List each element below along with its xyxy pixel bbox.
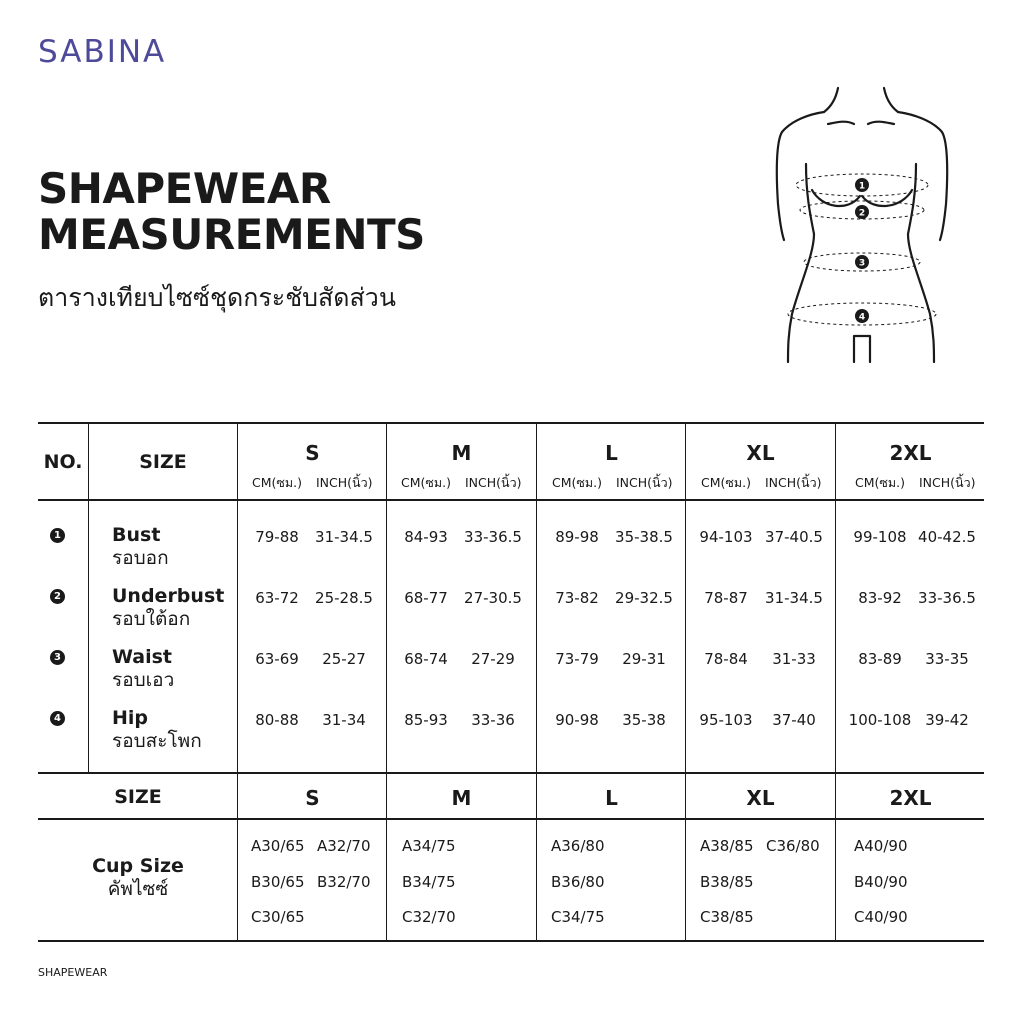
unit-inch-2xl: INCH(นิ้ว) [919,475,976,490]
table-cell: 78-84 [704,650,748,668]
table-mid-rule [38,772,984,774]
table-cell: 90-98 [555,711,599,729]
col-divider-s [386,423,387,941]
row-label-en: Underbust [112,585,225,607]
cup-header-rule [38,818,984,820]
cup-cell: A30/65 [251,837,305,855]
cup-cell: B40/90 [854,873,908,891]
table-cell: 73-82 [555,589,599,607]
table-cell: 95-103 [699,711,753,729]
cup-cell: A38/85 [700,837,754,855]
row-label-th: รอบสะโพก [112,730,202,752]
row-number-badge: 3 [50,650,65,665]
col-divider-m [536,423,537,941]
torso-right-line [908,164,934,362]
cup-size-label-en: Cup Size [92,855,184,877]
table-cell: 40-42.5 [918,528,976,546]
marker-3-text: 3 [858,258,866,269]
unit-inch-m: INCH(นิ้ว) [465,475,522,490]
table-cell: 27-30.5 [464,589,522,607]
cup-size-header-l: L [605,786,618,810]
size-header-xl: XL [746,441,775,465]
marker-4-text: 4 [858,312,866,323]
size-header-l: L [605,441,618,465]
table-cell: 63-72 [255,589,299,607]
col-divider-xl [835,423,836,941]
table-cell: 73-79 [555,650,599,668]
row-label-th: รอบใต้อก [112,608,191,630]
table-cell: 100-108 [848,711,912,729]
unit-cm-2xl: CM(ซม.) [855,475,905,490]
cup-cell: B36/80 [551,873,605,891]
table-bottom-rule [38,940,984,942]
title-line-1: SHAPEWEAR [38,164,331,213]
table-cell: 83-89 [858,650,902,668]
row-label-bust [112,524,169,570]
header-no: NO. [43,451,83,473]
table-cell: 37-40 [772,711,816,729]
table-cell: 83-92 [858,589,902,607]
cup-cell: C36/80 [766,837,820,855]
table-cell: 35-38 [622,711,666,729]
cup-cell: B32/70 [317,873,371,891]
left-cup-line [812,190,860,206]
cup-cell: C34/75 [551,908,605,926]
table-cell: 99-108 [853,528,907,546]
row-number-badge: 1 [50,528,65,543]
cup-cell: C38/85 [700,908,754,926]
size-header-m: M [451,441,472,465]
table-cell: 31-34.5 [315,528,373,546]
right-arm-line [898,112,947,240]
row-label-waist [112,646,174,692]
table-cell: 25-27 [322,650,366,668]
row-label-en: Bust [112,524,161,546]
right-clavicle [868,122,894,124]
cup-cell: A40/90 [854,837,908,855]
row-label-th: รอบเอว [112,669,175,691]
unit-inch-l: INCH(นิ้ว) [616,475,673,490]
cup-cell: B34/75 [402,873,456,891]
table-cell: 68-77 [404,589,448,607]
row-number-badge: 4 [50,711,65,726]
page-title [38,166,425,258]
cup-cell: A36/80 [551,837,605,855]
brand-logo: SABINA [38,34,167,70]
leg-gap [854,336,870,362]
unit-cm-xl: CM(ซม.) [701,475,751,490]
cup-cell: C30/65 [251,908,305,926]
table-cell: 37-40.5 [765,528,823,546]
table-cell: 31-33 [772,650,816,668]
cup-header-size: SIZE [114,786,162,808]
cup-size-header-2xl: 2XL [889,786,932,810]
table-cell: 63-69 [255,650,299,668]
table-cell: 31-34 [322,711,366,729]
table-top-rule [38,422,984,424]
table-cell: 33-36.5 [464,528,522,546]
neck-right-line [884,88,898,112]
marker-1-text: 1 [858,181,866,192]
size-header-2xl: 2XL [889,441,932,465]
table-cell: 33-36.5 [918,589,976,607]
table-cell: 31-34.5 [765,589,823,607]
table-cell: 89-98 [555,528,599,546]
row-number-badge: 2 [50,589,65,604]
cup-size-label-th: คัพไซซ์ [107,878,169,900]
right-cup-line [862,190,912,206]
cup-size-header-s: S [305,786,320,810]
table-cell: 35-38.5 [615,528,673,546]
cup-cell: B38/85 [700,873,754,891]
row-label-hip [112,707,202,753]
title-line-2: MEASUREMENTS [38,210,425,259]
unit-cm-l: CM(ซม.) [552,475,602,490]
cup-size-header-xl: XL [746,786,775,810]
table-header-rule [38,499,984,501]
col-divider-l [685,423,686,941]
table-cell: 84-93 [404,528,448,546]
table-cell: 27-29 [471,650,515,668]
table-cell: 80-88 [255,711,299,729]
unit-inch-s: INCH(นิ้ว) [316,475,373,490]
table-cell: 85-93 [404,711,448,729]
row-label-underbust [112,585,224,631]
page-subtitle: ตารางเทียบไซซ์ชุดกระชับสัดส่วน [38,283,396,312]
cup-size-label [38,855,238,901]
cup-cell: A32/70 [317,837,371,855]
cup-cell: B30/65 [251,873,305,891]
table-cell: 78-87 [704,589,748,607]
left-clavicle [828,122,854,124]
unit-cm-s: CM(ซม.) [252,475,302,490]
table-cell: 39-42 [925,711,969,729]
cup-cell: C32/70 [402,908,456,926]
table-cell: 29-31 [622,650,666,668]
unit-cm-m: CM(ซม.) [401,475,451,490]
body-measurement-illustration [770,84,960,364]
header-size: SIZE [139,451,187,473]
table-cell: 79-88 [255,528,299,546]
table-cell: 33-36 [471,711,515,729]
cup-size-header-m: M [451,786,472,810]
neck-left-line [824,88,838,112]
row-label-en: Hip [112,707,149,729]
table-cell: 68-74 [404,650,448,668]
table-cell: 29-32.5 [615,589,673,607]
size-header-s: S [305,441,320,465]
unit-inch-xl: INCH(นิ้ว) [765,475,822,490]
table-cell: 33-35 [925,650,969,668]
cup-cell: C40/90 [854,908,908,926]
table-cell: 25-28.5 [315,589,373,607]
cup-cell: A34/75 [402,837,456,855]
left-arm-line [777,112,824,240]
table-cell: 94-103 [699,528,753,546]
row-label-th: รอบอก [112,547,169,569]
row-label-en: Waist [112,646,173,668]
footer-label: SHAPEWEAR [38,966,108,979]
torso-left-line [788,164,814,362]
marker-2-text: 2 [858,208,866,219]
